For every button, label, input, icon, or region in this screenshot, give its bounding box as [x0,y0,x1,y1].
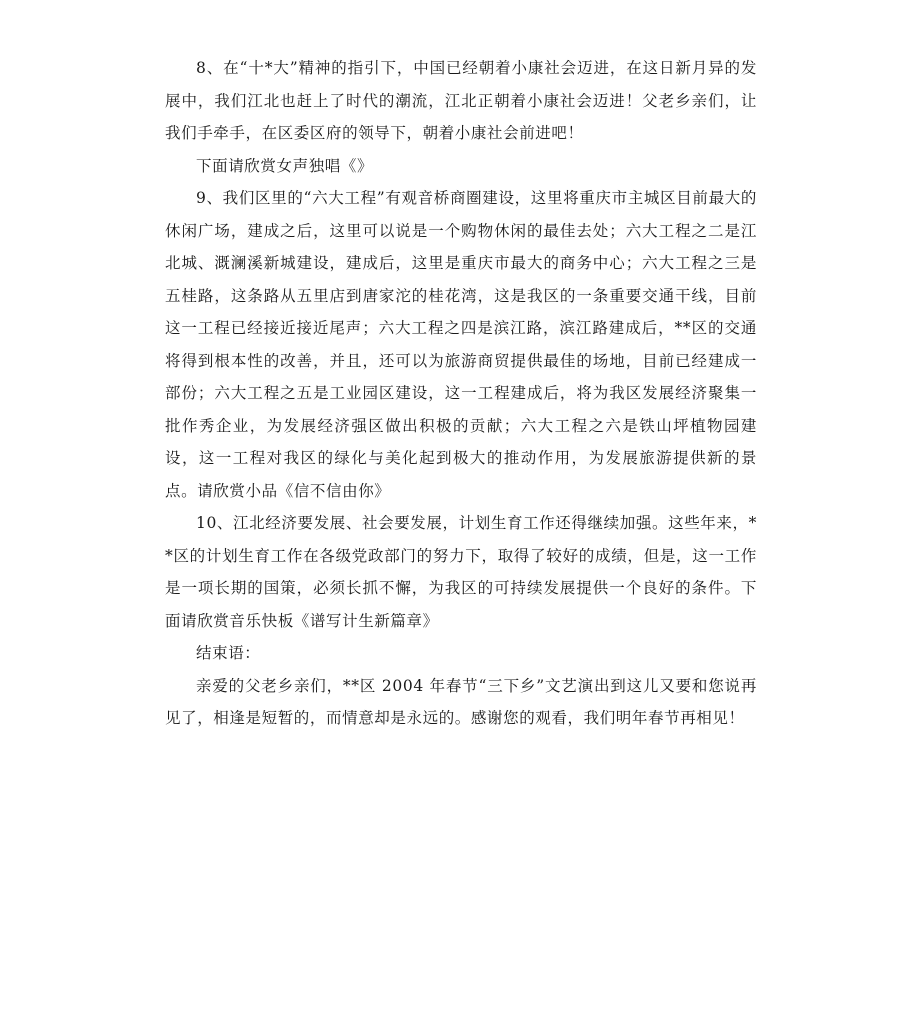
closing-heading: 结束语： [196,644,261,662]
paragraph-item-9: 9、我们区里的“六大工程”有观音桥商圈建设，这里将重庆市主城区目前最大的休闲广场，建成之后，这里可以说是一个购物休闲的最佳去处；六大工程之二是江北城、溉澜溪新城建设，建成后，这里是重庆市最大的商务中心；六大工程之三是五桂路，这条路从五里店到唐家沱的桂花湾，这是我区的一条重要交通干线，目前这一工程已经接近接近尾声；六大工程之四是滨江路，滨江路建成后，**区的交通将得到根本性的改善，并且，还可以为旅游商贸提供最佳的场地，目前已经建成一部份；六大工程之五是工业园区建设，这一工程建成后，将为我区发展经济聚集一批作秀企业，为发展经济强区做出积极的贡献；六大工程之六是铁山坪植物园建设，这一工程对我区的绿化与美化起到极大的推动作用，为发展旅游提供新的景点。请欣赏小品《信不信由你》 [165,189,757,500]
paragraph-item-8: 8、在“十*大”精神的指引下，中国已经朝着小康社会迈进，在这日新月异的发展中，我们江北也赶上了时代的潮流，江北正朝着小康社会迈进！父老乡亲们，让我们手牵手，在区委区府的领导下，朝着小康社会前进吧！ [165,59,757,142]
document-page [165,52,757,735]
closing-paragraph: 亲爱的父老乡亲们，**区 2004 年春节“三下乡”文艺演出到这儿又要和您说再见了，相逢是短暂的，而情意却是永远的。感谢您的观看，我们明年春节再相见！ [165,676,757,727]
paragraph-item-10: 10、江北经济要发展、社会要发展，计划生育工作还得继续加强。这些年来，**区的计划生育工作在各级党政部门的努力下，取得了较好的成绩，但是，这一工作是一项长期的国策，必须长抓不懈，为我区的可持续发展提供一个良好的条件。下面请欣赏音乐快板《谱写计生新篇章》 [165,514,757,630]
paragraph-song-intro: 下面请欣赏女声独唱《》 [196,156,374,175]
